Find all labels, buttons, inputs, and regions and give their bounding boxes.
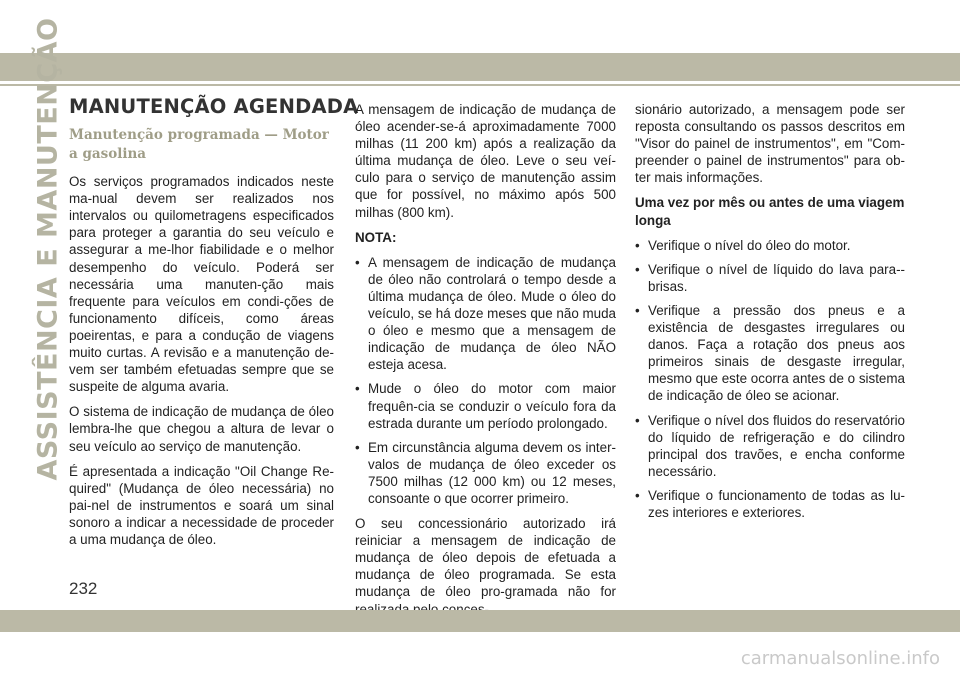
section-side-tab: ASSISTÊNCIA E MANUTENÇÃO xyxy=(32,17,64,481)
column-2 xyxy=(355,101,616,626)
list-item: • Verifique o nível dos fluidos do reservatório do líquido de refrigeração e do cilindro principal dos travões, e encha conforme necessário. xyxy=(635,412,905,480)
note-list xyxy=(355,254,616,507)
header-band xyxy=(0,53,960,81)
list-item: • Verifique o funcionamento de todas as lu-zes interiores e exteriores. xyxy=(635,487,905,521)
list-item: • Mude o óleo do motor com maior frequên-cia se conduzir o veículo fora da estrada durante um período prolongado. xyxy=(355,380,616,431)
list-item: • Verifique o nível do óleo do motor. xyxy=(635,237,905,254)
paragraph: A mensagem de indicação de mudança de óleo acender-se-á aproximadamente 7000 milhas (11 200 km) após a realização da última mudança de óleo. Leve o seu veí-culo para o serviço de manutenção assim que for possível, no máximo após 500 milhas (800 km). xyxy=(355,102,616,220)
column-3 xyxy=(635,101,905,529)
paragraph: Os serviços programados indicados neste ma-nual devem ser realizados nos intervalos ou quilometragens especificados para proteger a garantia do seu veículo e assegurar a me-lhor fiabilidade e o melhor desempenho do veículo. Poderá ser necessária uma manuten-ção mais frequente para veículos em condi-ções de funcionamento difíceis, como áreas poeirentas, e para a condução de viagens muito curtas. A revisão e a manutenção de-vem ser também efetuadas sempre que se suspeite de alguma avaria. xyxy=(69,174,334,395)
note-label: NOTA: xyxy=(355,229,397,245)
checklist-heading: Uma vez por mês ou antes de uma viagem longa xyxy=(635,195,905,228)
paragraph: sionário autorizado, a mensagem pode ser reposta consultando os passos descritos em "Visor do painel de instrumentos", em "Com-preender o painel de instrumentos" para ob-ter mais informações. xyxy=(635,102,905,186)
list-item: • A mensagem de indicação de mudança de óleo não controlará o tempo desde a última mudança de óleo. Mude o óleo do veículo, se há doze meses que não muda o óleo e mesmo que a mensagem de indicação de mudança de óleo NÃO esteja acesa. xyxy=(355,254,616,374)
section-subtitle: Manutenção programada — Motor a gasolina xyxy=(69,127,329,163)
header-rule xyxy=(0,84,960,86)
checklist xyxy=(635,237,905,521)
list-item: • Verifique o nível de líquido do lava para--brisas. xyxy=(635,261,905,295)
paragraph: O sistema de indicação de mudança de óleo lembra-lhe que chegou a altura de levar o seu veículo ao serviço de manutenção. xyxy=(69,404,334,454)
list-item: • Em circunstância alguma devem os inter-valos de mudança de óleo exceder os 7500 milhas (12 000 km) ou 12 meses, consoante o que ocorrer primeiro. xyxy=(355,439,616,507)
paragraph: É apresentada a indicação "Oil Change Re-quired" (Mudança de óleo necessária) no pai-nel de instrumentos e soará um sinal sonoro a indicar a necessidade de proceder a uma mudança de óleo. xyxy=(69,463,334,547)
paragraph: O seu concessionário autorizado irá reiniciar a mensagem de indicação de mudança de óleo depois de efetuada a mudança de óleo programada. Se esta mudança de óleo pro-gramada não for xyxy=(355,516,616,600)
footer-band xyxy=(0,610,960,632)
watermark: carmanualsonline.info xyxy=(740,648,940,669)
page-number: 232 xyxy=(69,579,98,598)
page-title: MANUTENÇÃO AGENDADA xyxy=(69,95,359,118)
list-item: • Verifique a pressão dos pneus e a existência de desgastes irregulares ou danos. Faça a rotação dos pneus aos primeiros sinais de desgaste irregular, mesmo que este ocorra antes de o sistema de indicação de óleo se acionar. xyxy=(635,302,905,405)
column-1 xyxy=(69,95,359,556)
